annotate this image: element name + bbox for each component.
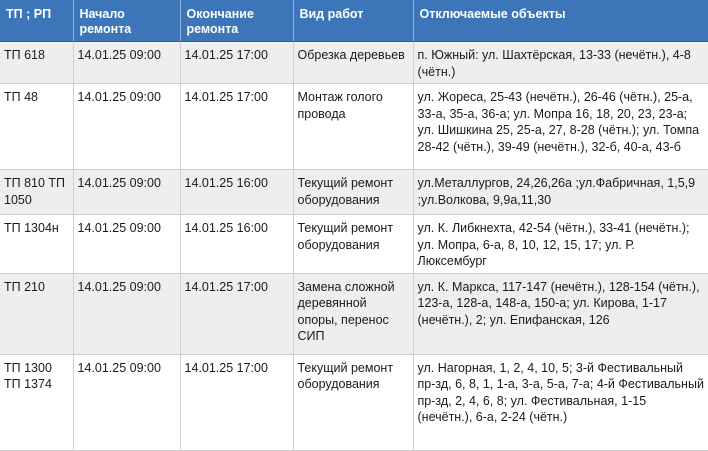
cell-objects: ул.Металлургов, 24,26,26а ;ул.Фабричная, 1,5,9 ;ул.Волкова, 9,9а,11,30 <box>413 170 708 215</box>
cell-work: Обрезка деревьев <box>293 42 413 84</box>
cell-end: 14.01.25 17:00 <box>180 84 293 170</box>
table-row <box>0 273 708 354</box>
cell-end: 14.01.25 17:00 <box>180 273 293 354</box>
cell-end: 14.01.25 16:00 <box>180 215 293 274</box>
table-row <box>0 354 708 450</box>
cell-work: Замена сложной деревянной опоры, перенос СИП <box>293 273 413 354</box>
table-row <box>0 170 708 215</box>
table-body <box>0 42 708 451</box>
cell-objects: ул. Жореса, 25-43 (нечётн.), 26-46 (чётн.), 25-а, 33-а, 35-а, 36-а; ул. Мопра 16, 18, 20, 23, 23-а; ул. Шишкина 25, 25-а, 27, 8-28 (чётн.); ул. Томпа 28-42 (чётн.), 39-49 (нечётн.), 32-б, 40-а, 43-б <box>413 84 708 170</box>
table-header <box>0 0 708 42</box>
cell-start: 14.01.25 09:00 <box>73 170 180 215</box>
cell-objects: ул. К. Маркса, 117-147 (нечётн.), 128-154 (чётн.), 123-а, 128-а, 148-а, 150-а; ул. Кирова, 1-17 (нечётн.), 2; ул. Епифанская, 126 <box>413 273 708 354</box>
header-row <box>0 0 708 42</box>
cell-end: 14.01.25 16:00 <box>180 170 293 215</box>
cell-start: 14.01.25 09:00 <box>73 273 180 354</box>
cell-start: 14.01.25 09:00 <box>73 84 180 170</box>
header-objects: Отключаемые объекты <box>413 0 708 42</box>
header-tp: ТП ; РП <box>0 0 73 42</box>
table-row <box>0 84 708 170</box>
cell-start: 14.01.25 09:00 <box>73 215 180 274</box>
table-row <box>0 215 708 274</box>
cell-tp: ТП 1300 ТП 1374 <box>0 354 73 450</box>
header-start: Начало ремонта <box>73 0 180 42</box>
table-row <box>0 42 708 84</box>
cell-tp: ТП 810 ТП 1050 <box>0 170 73 215</box>
cell-work: Текущий ремонт оборудования <box>293 170 413 215</box>
cell-start: 14.01.25 09:00 <box>73 354 180 450</box>
cell-tp: ТП 618 <box>0 42 73 84</box>
cell-work: Текущий ремонт оборудования <box>293 354 413 450</box>
cell-end: 14.01.25 17:00 <box>180 354 293 450</box>
cell-tp: ТП 210 <box>0 273 73 354</box>
header-end: Окончание ремонта <box>180 0 293 42</box>
cell-objects: ул. Нагорная, 1, 2, 4, 10, 5; 3-й Фестивальный пр-зд, 6, 8, 1, 1-а, 3-а, 5-а, 7-а; 4-й Фестивальный пр-зд, 2, 4, 6, 8; ул. Фестивальная, 1-15 (нечётн.), 6-а, 2-24 (чётн.) <box>413 354 708 450</box>
cell-work: Монтаж голого провода <box>293 84 413 170</box>
cell-tp: ТП 1304н <box>0 215 73 274</box>
cell-start: 14.01.25 09:00 <box>73 42 180 84</box>
cell-objects: п. Южный: ул. Шахтёрская, 13-33 (нечётн.), 4-8 (чётн.) <box>413 42 708 84</box>
cell-work: Текущий ремонт оборудования <box>293 215 413 274</box>
cell-end: 14.01.25 17:00 <box>180 42 293 84</box>
cell-objects: ул. К. Либкнехта, 42-54 (чётн.), 33-41 (нечётн.); ул. Мопра, 6-а, 8, 10, 12, 15, 17; ул. Р. Люксембург <box>413 215 708 274</box>
cell-tp: ТП 48 <box>0 84 73 170</box>
header-work: Вид работ <box>293 0 413 42</box>
